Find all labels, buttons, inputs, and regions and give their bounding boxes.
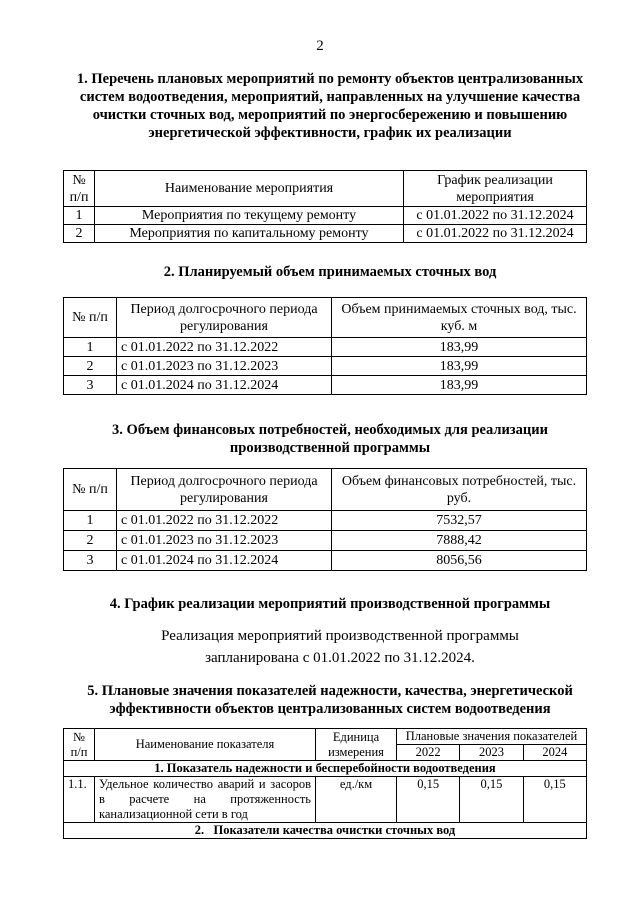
section1-table xyxy=(63,170,587,243)
row-volume: 183,99 xyxy=(332,376,587,395)
table-row xyxy=(64,207,587,225)
header-year-2023: 2023 xyxy=(460,745,523,761)
header-year-2022: 2022 xyxy=(397,745,460,761)
row-num: 3 xyxy=(64,551,117,571)
row-num: 3 xyxy=(64,376,117,395)
table-row xyxy=(64,225,587,243)
table-row xyxy=(64,511,587,531)
row-period: с 01.01.2024 по 31.12.2024 xyxy=(117,551,332,571)
header-activity: Наименование мероприятия xyxy=(95,171,404,207)
section4-text-line1: Реализация мероприятий производственной программы xyxy=(161,628,519,644)
table-row xyxy=(64,551,587,571)
row-finance: 8056,56 xyxy=(332,551,587,571)
row-num: 1 xyxy=(64,207,95,225)
row-period: с 01.01.2022 по 31.12.2022 xyxy=(117,338,332,357)
row-num: 2 xyxy=(64,357,117,376)
row-volume: 183,99 xyxy=(332,338,587,357)
header-indicator: Наименование показателя xyxy=(95,729,316,761)
group-quality: 2. Показатели качества очистки сточных вод xyxy=(64,823,587,839)
header-year-2024: 2024 xyxy=(523,745,586,761)
row-volume: 183,99 xyxy=(332,357,587,376)
section2-table xyxy=(63,297,587,395)
row-schedule: с 01.01.2022 по 31.12.2024 xyxy=(404,207,587,225)
row-period: с 01.01.2023 по 31.12.2023 xyxy=(117,357,332,376)
header-schedule: График реализации мероприятия xyxy=(404,171,587,207)
row-num: 1 xyxy=(64,338,117,357)
header-period: Период долгосрочного периода регулирования xyxy=(117,298,332,338)
section3-table xyxy=(63,468,587,571)
section3-title: 3. Объем финансовых потребностей, необходимых для реализации производственной программы xyxy=(112,422,548,456)
row-num: 2 xyxy=(64,225,95,243)
page-number: 2 xyxy=(316,38,324,54)
section5-title: 5. Плановые значения показателей надежности, качества, энергетической эффективности объектов централизованных систем водоотведения xyxy=(87,683,573,717)
table-row xyxy=(64,357,587,376)
section1-title: 1. Перечень плановых мероприятий по ремонту объектов централизованных систем водоотведения, мероприятий, направленных на улучшение качества очистки сточных вод, мероприятий по энергосбережению и повышению энергетической эффективности, график их реализации xyxy=(76,71,584,141)
row-value-2023: 0,15 xyxy=(460,777,523,823)
header-period: Период долгосрочного периода регулирования xyxy=(117,469,332,511)
row-finance: 7888,42 xyxy=(332,531,587,551)
section2-title: 2. Планируемый объем принимаемых сточных вод xyxy=(163,264,497,280)
row-num: 1 xyxy=(64,511,117,531)
header-unit: Единица измерения xyxy=(316,729,397,761)
row-schedule: с 01.01.2022 по 31.12.2024 xyxy=(404,225,587,243)
header-num: № п/п xyxy=(64,469,117,511)
group-reliability: 1. Показатель надежности и бесперебойности водоотведения xyxy=(64,761,587,777)
row-period: с 01.01.2023 по 31.12.2023 xyxy=(117,531,332,551)
header-volume: Объем принимаемых сточных вод, тыс. куб. м xyxy=(332,298,587,338)
section4-title: 4. График реализации мероприятий производственной программы xyxy=(109,596,551,612)
row-value-2024: 0,15 xyxy=(523,777,586,823)
table-row xyxy=(64,376,587,395)
header-finance: Объем финансовых потребностей, тыс. руб. xyxy=(332,469,587,511)
header-num: № п/п xyxy=(64,729,95,761)
header-num: № п/п xyxy=(64,298,117,338)
row-num: 2 xyxy=(64,531,117,551)
row-indicator: Удельное количество аварий и засоров в расчете на протяженность канализационной сети в год xyxy=(95,777,316,823)
row-value-2022: 0,15 xyxy=(397,777,460,823)
row-activity: Мероприятия по текущему ремонту xyxy=(95,207,404,225)
row-period: с 01.01.2022 по 31.12.2022 xyxy=(117,511,332,531)
table-row xyxy=(64,531,587,551)
row-activity: Мероприятия по капитальному ремонту xyxy=(95,225,404,243)
section5-table xyxy=(63,728,587,839)
table-row xyxy=(64,338,587,357)
section4-text-line2: запланирована с 01.01.2022 по 31.12.2024. xyxy=(205,650,475,666)
row-period: с 01.01.2024 по 31.12.2024 xyxy=(117,376,332,395)
header-num: № п/п xyxy=(64,171,95,207)
header-plan: Плановые значения показателей xyxy=(397,729,587,745)
row-unit: ед./км xyxy=(316,777,397,823)
table-row xyxy=(64,777,587,823)
row-finance: 7532,57 xyxy=(332,511,587,531)
row-num: 1.1. xyxy=(64,777,95,823)
